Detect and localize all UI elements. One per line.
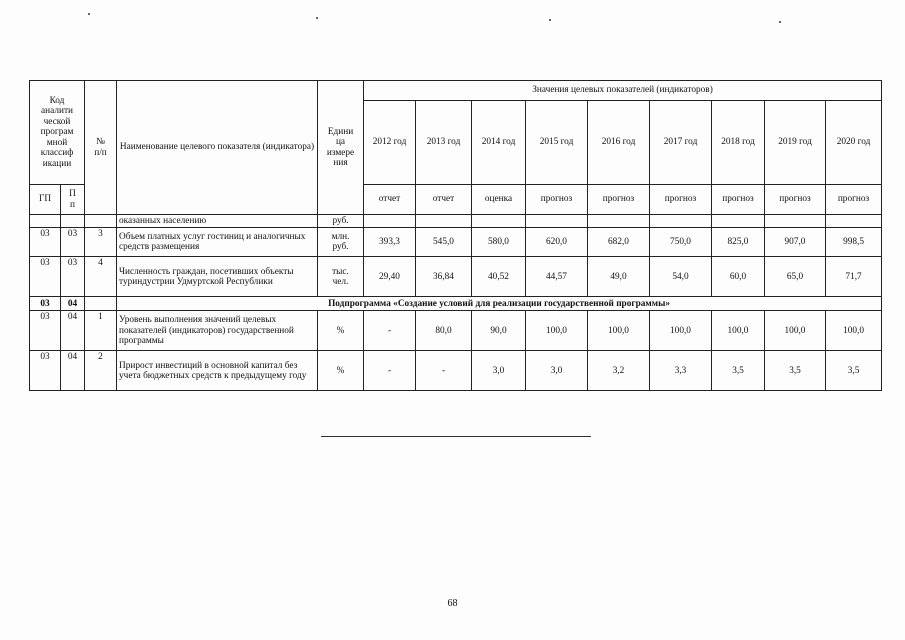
subprogram-row [30, 297, 882, 311]
gp-cell: 03 [30, 257, 61, 297]
value-cell: 60,0 [712, 257, 765, 297]
value-cell: 71,7 [826, 257, 882, 297]
gp-cell: 03 [30, 297, 61, 311]
value-cell: 750,0 [650, 228, 712, 257]
pp-cell: 03 [61, 228, 85, 257]
scan-speck [549, 19, 551, 21]
value-cell: 40,52 [472, 257, 526, 297]
gp-cell [30, 215, 61, 228]
value-cell: 100,0 [526, 311, 588, 351]
pp-cell [61, 215, 85, 228]
value-cell: 3,5 [765, 351, 826, 391]
value-cell: - [416, 351, 472, 391]
indicator-name-cell: оказанных населению [117, 215, 318, 228]
value-cell: 3,5 [712, 351, 765, 391]
year-header: 2016 год [588, 101, 650, 185]
value-cell: 44,57 [526, 257, 588, 297]
scan-speck [316, 17, 318, 19]
unit-cell [318, 257, 364, 297]
unit-cell: руб. [318, 215, 364, 228]
value-kind-header: прогноз [712, 185, 765, 215]
values-group-header: Значения целевых показателей (индикаторов) [364, 81, 882, 101]
year-header: 2012 год [364, 101, 416, 185]
year-header: 2015 год [526, 101, 588, 185]
gp-cell: 03 [30, 351, 61, 391]
indicator-name-cell: Объем платных услуг гостиниц и аналогичных средств размещения [117, 228, 318, 257]
value-cell [416, 215, 472, 228]
value-kind-header: отчет [364, 185, 416, 215]
row-number-header [85, 81, 117, 215]
scan-speck [88, 13, 90, 15]
row-number-header-text: № п/п [94, 137, 107, 158]
value-cell: 54,0 [650, 257, 712, 297]
pp-cell: 04 [61, 351, 85, 391]
value-cell: 3,0 [472, 351, 526, 391]
scan-speck [779, 21, 781, 23]
table-row [30, 257, 882, 297]
subprogram-title: Подпрограмма «Создание условий для реализации государственной программы» [117, 297, 882, 311]
value-cell: 825,0 [712, 228, 765, 257]
unit-header-text: Едини ца измере ния [326, 126, 355, 168]
header-row-1 [30, 81, 882, 101]
value-cell [826, 215, 882, 228]
value-cell: 907,0 [765, 228, 826, 257]
value-kind-header: прогноз [650, 185, 712, 215]
pp-cell: 03 [61, 257, 85, 297]
table-row [30, 311, 882, 351]
year-header: 2013 год [416, 101, 472, 185]
num-cell: 4 [85, 257, 117, 297]
value-cell: 100,0 [588, 311, 650, 351]
value-cell: 90,0 [472, 311, 526, 351]
value-cell: 49,0 [588, 257, 650, 297]
num-cell [85, 215, 117, 228]
value-kind-header: прогноз [826, 185, 882, 215]
code-group-header [30, 81, 85, 185]
value-kind-header: прогноз [526, 185, 588, 215]
value-cell: - [364, 351, 416, 391]
pp-cell: 04 [61, 311, 85, 351]
page-number: 68 [447, 598, 458, 609]
value-cell: 545,0 [416, 228, 472, 257]
value-kind-header: прогноз [765, 185, 826, 215]
gp-cell: 03 [30, 228, 61, 257]
table-row [30, 351, 882, 391]
value-cell: 3,2 [588, 351, 650, 391]
gp-header: ГП [30, 185, 61, 215]
table-row [30, 228, 882, 257]
value-cell: 100,0 [765, 311, 826, 351]
value-kind-header: оценка [472, 185, 526, 215]
unit-cell-text: млн. руб. [331, 232, 350, 253]
value-cell: - [364, 311, 416, 351]
value-kind-header: отчет [416, 185, 472, 215]
value-cell [588, 215, 650, 228]
value-cell: 3,5 [826, 351, 882, 391]
value-cell [472, 215, 526, 228]
value-cell: 393,3 [364, 228, 416, 257]
num-cell [85, 297, 117, 311]
gp-cell: 03 [30, 311, 61, 351]
value-cell: 682,0 [588, 228, 650, 257]
year-header: 2019 год [765, 101, 826, 185]
footer-divider-line [321, 436, 591, 437]
value-cell [712, 215, 765, 228]
unit-cell: % [318, 351, 364, 391]
value-cell: 620,0 [526, 228, 588, 257]
unit-header [318, 81, 364, 215]
value-cell [650, 215, 712, 228]
indicator-name-cell: Прирост инвестиций в основной капитал без учета бюджетных средств к предыдущему году [117, 351, 318, 391]
pp-cell: 04 [61, 297, 85, 311]
value-cell: 36,84 [416, 257, 472, 297]
value-cell: 3,0 [526, 351, 588, 391]
num-cell: 3 [85, 228, 117, 257]
num-cell: 2 [85, 351, 117, 391]
value-cell [765, 215, 826, 228]
table-row [30, 215, 882, 228]
value-cell: 100,0 [826, 311, 882, 351]
value-cell [526, 215, 588, 228]
pp-header [61, 185, 85, 215]
indicator-name-cell: Уровень выполнения значений целевых показателей (индикаторов) государственной программы [117, 311, 318, 351]
unit-cell: % [318, 311, 364, 351]
value-cell: 29,40 [364, 257, 416, 297]
year-header: 2020 год [826, 101, 882, 185]
value-cell: 80,0 [416, 311, 472, 351]
value-cell: 3,3 [650, 351, 712, 391]
num-cell: 1 [85, 311, 117, 351]
year-header: 2014 год [472, 101, 526, 185]
code-group-header-text: Код аналити ческой програм мной классиф икации [40, 96, 74, 169]
value-kind-header: прогноз [588, 185, 650, 215]
value-cell: 100,0 [712, 311, 765, 351]
target-indicators-table [29, 80, 882, 391]
unit-cell [318, 228, 364, 257]
year-header: 2018 год [712, 101, 765, 185]
indicator-name-cell: Численность граждан, посетивших объекты туриндустрии Удмуртской Республики [117, 257, 318, 297]
value-cell: 100,0 [650, 311, 712, 351]
indicator-name-header: Наименование целевого показателя (индикатора) [117, 81, 318, 215]
value-cell [364, 215, 416, 228]
year-header: 2017 год [650, 101, 712, 185]
pp-header-text: П п [69, 189, 76, 210]
value-cell: 998,5 [826, 228, 882, 257]
unit-cell-text: тыс. чел. [332, 266, 349, 287]
value-cell: 580,0 [472, 228, 526, 257]
value-cell: 65,0 [765, 257, 826, 297]
